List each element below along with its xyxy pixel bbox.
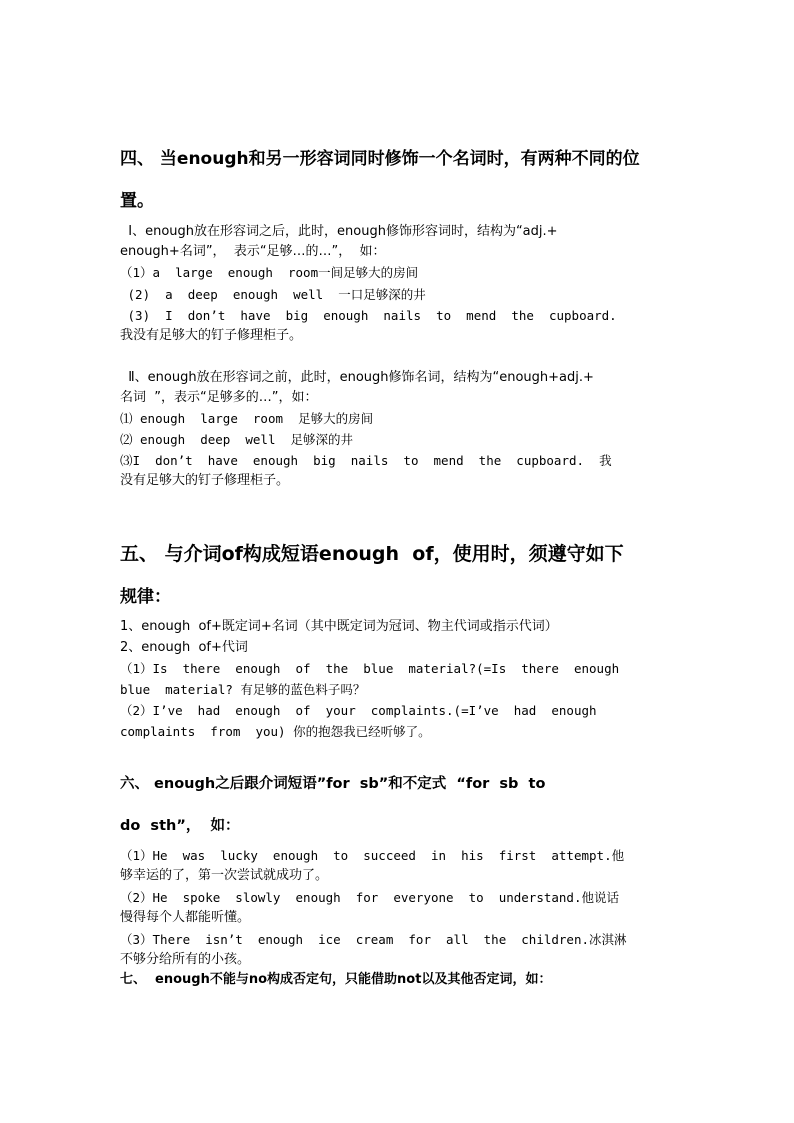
section-6-heading: 六、 enough之后跟介词短语”for sb”和不定式 “for sb to	[120, 776, 546, 792]
part-2-example-3-translation: 没有足够大的钉子修理柜子。	[120, 473, 290, 488]
section-5-rule-1: 1、enough of+既定词+名词（其中既定词为冠词、物主代词或指示代词）	[120, 619, 558, 634]
part-1-example-2: (2) a deep enough well 一口足够深的井	[120, 287, 426, 302]
part-2-example-1: ⑴ enough large room 足够大的房间	[120, 411, 374, 426]
part-2-example-3: ⑶I don’t have enough big nails to mend the cupboard. 我	[120, 453, 612, 468]
section-6-example-3-translation: 不够分给所有的小孩。	[120, 952, 251, 967]
section-4-heading-cont: 置。	[120, 191, 154, 211]
section-5-heading: 五、 与介词of构成短语enough of，使用时，须遵守如下	[120, 543, 624, 565]
section-6-example-2: （2）He spoke slowly enough for everyone to understand.他说话	[120, 890, 619, 905]
section-7-heading: 七、 enough不能与no构成否定句，只能借助not以及其他否定词，如：	[120, 972, 552, 987]
section-5-example-1-cont: blue material? 有足够的蓝色料子吗？	[120, 682, 366, 697]
section-6-example-2-translation: 慢得每个人都能听懂。	[120, 910, 251, 925]
part-2-intro: Ⅱ、enough放在形容词之前，此时，enough修饰名词，结构为“enough+adj.+	[120, 370, 594, 385]
section-5-example-2-cont: complaints from you) 你的抱怨我已经听够了。	[120, 724, 431, 739]
section-5-heading-cont: 规律：	[120, 587, 171, 607]
part-2-example-2: ⑵ enough deep well 足够深的井	[120, 432, 354, 447]
part-1-intro: Ⅰ、enough放在形容词之后，此时，enough修饰形容词时，结构为“adj.+	[120, 224, 558, 239]
section-5-example-2: （2）I’ve had enough of your complaints.(=I’ve had enough	[120, 703, 597, 718]
section-6-example-1: （1）He was lucky enough to succeed in his first attempt.他	[120, 848, 625, 863]
part-1-example-1: （1）a large enough room一间足够大的房间	[120, 265, 419, 280]
part-2-intro-cont: 名词 ”，表示“足够多的…”，如：	[120, 390, 318, 405]
section-5-rule-2: 2、enough of+代词	[120, 640, 248, 655]
section-4-heading: 四、 当enough和另一形容词同时修饰一个名词时，有两种不同的位	[120, 149, 640, 169]
part-1-example-3-translation: 我没有足够大的钉子修理柜子。	[120, 328, 303, 343]
section-6-heading-cont: do sth”， 如：	[120, 818, 240, 834]
section-6-example-3: （3）There isn’t enough ice cream for all the children.冰淇淋	[120, 932, 627, 947]
section-5-example-1: （1）Is there enough of the blue material?(=Is there enough	[120, 661, 620, 676]
part-1-example-3: (3) I don’t have big enough nails to mend the cupboard.	[120, 308, 617, 323]
part-1-intro-cont: enough+名词”， 表示“足够…的…”， 如：	[120, 244, 386, 259]
section-6-example-1-translation: 够幸运的了，第一次尝试就成功了。	[120, 868, 329, 883]
